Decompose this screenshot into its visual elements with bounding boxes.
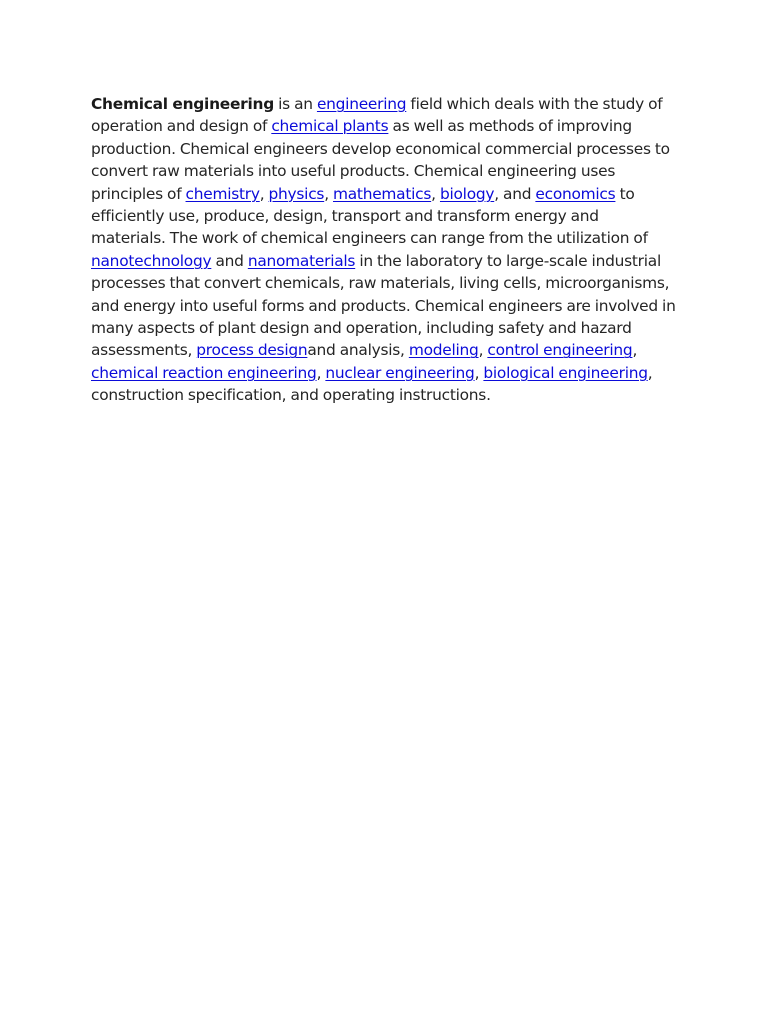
text-run: in the laboratory to large-scale industrial processes that convert chemicals, raw materials, living cells, microorganisms, and energy into useful forms and products. Chemical engineers are involved in many aspects of plant design and operation, including safety and hazard assessments,: [91, 251, 676, 360]
link-chemistry[interactable]: chemistry: [185, 184, 260, 203]
link-mathematics[interactable]: mathematics: [333, 184, 432, 203]
text-run: is an: [274, 95, 317, 113]
link-biology[interactable]: biology: [439, 184, 495, 203]
text-run: ,: [632, 341, 638, 360]
link-biological-engineering[interactable]: biological engineering: [483, 363, 648, 382]
link-economics[interactable]: economics: [535, 184, 616, 203]
text-run: field which deals with the study of operation and design of: [91, 95, 663, 136]
text-run: , construction specification, and operating instructions.: [91, 363, 653, 405]
link-physics[interactable]: physics: [268, 184, 325, 203]
text-run: ,: [324, 184, 333, 203]
text-run: ,: [431, 184, 440, 203]
link-modeling[interactable]: modeling: [408, 341, 479, 360]
text-run: ,: [259, 184, 269, 203]
link-nanomaterials[interactable]: nanomaterials: [247, 251, 356, 270]
text-run: and analysis,: [307, 341, 409, 360]
link-control-engineering[interactable]: control engineering: [487, 341, 633, 360]
lead-term: Chemical engineering: [91, 95, 275, 113]
body-paragraph: [91, 93, 676, 407]
text-run: ,: [316, 363, 326, 382]
text-run: to efficiently use, produce, design, transport and transform energy and materials. The work of chemical engineers can range from the utilization of: [91, 184, 648, 248]
link-nanotechnology[interactable]: nanotechnology: [91, 251, 212, 270]
text-run: , and: [494, 184, 536, 203]
text-run: ,: [474, 363, 484, 382]
link-engineering[interactable]: engineering: [316, 95, 407, 113]
text-run: and: [211, 251, 248, 270]
link-chemical-plants[interactable]: chemical plants: [271, 117, 389, 136]
link-chemical-reaction-engineering[interactable]: chemical reaction engineering: [91, 363, 317, 382]
link-nuclear-engineering[interactable]: nuclear engineering: [325, 363, 475, 382]
text-run: as well as methods of improving production. Chemical engineers develop economical commercial processes to convert raw materials into useful products. Chemical engineering uses principles of: [91, 117, 670, 203]
link-process-design[interactable]: process design: [196, 341, 308, 360]
text-run: ,: [478, 341, 488, 360]
